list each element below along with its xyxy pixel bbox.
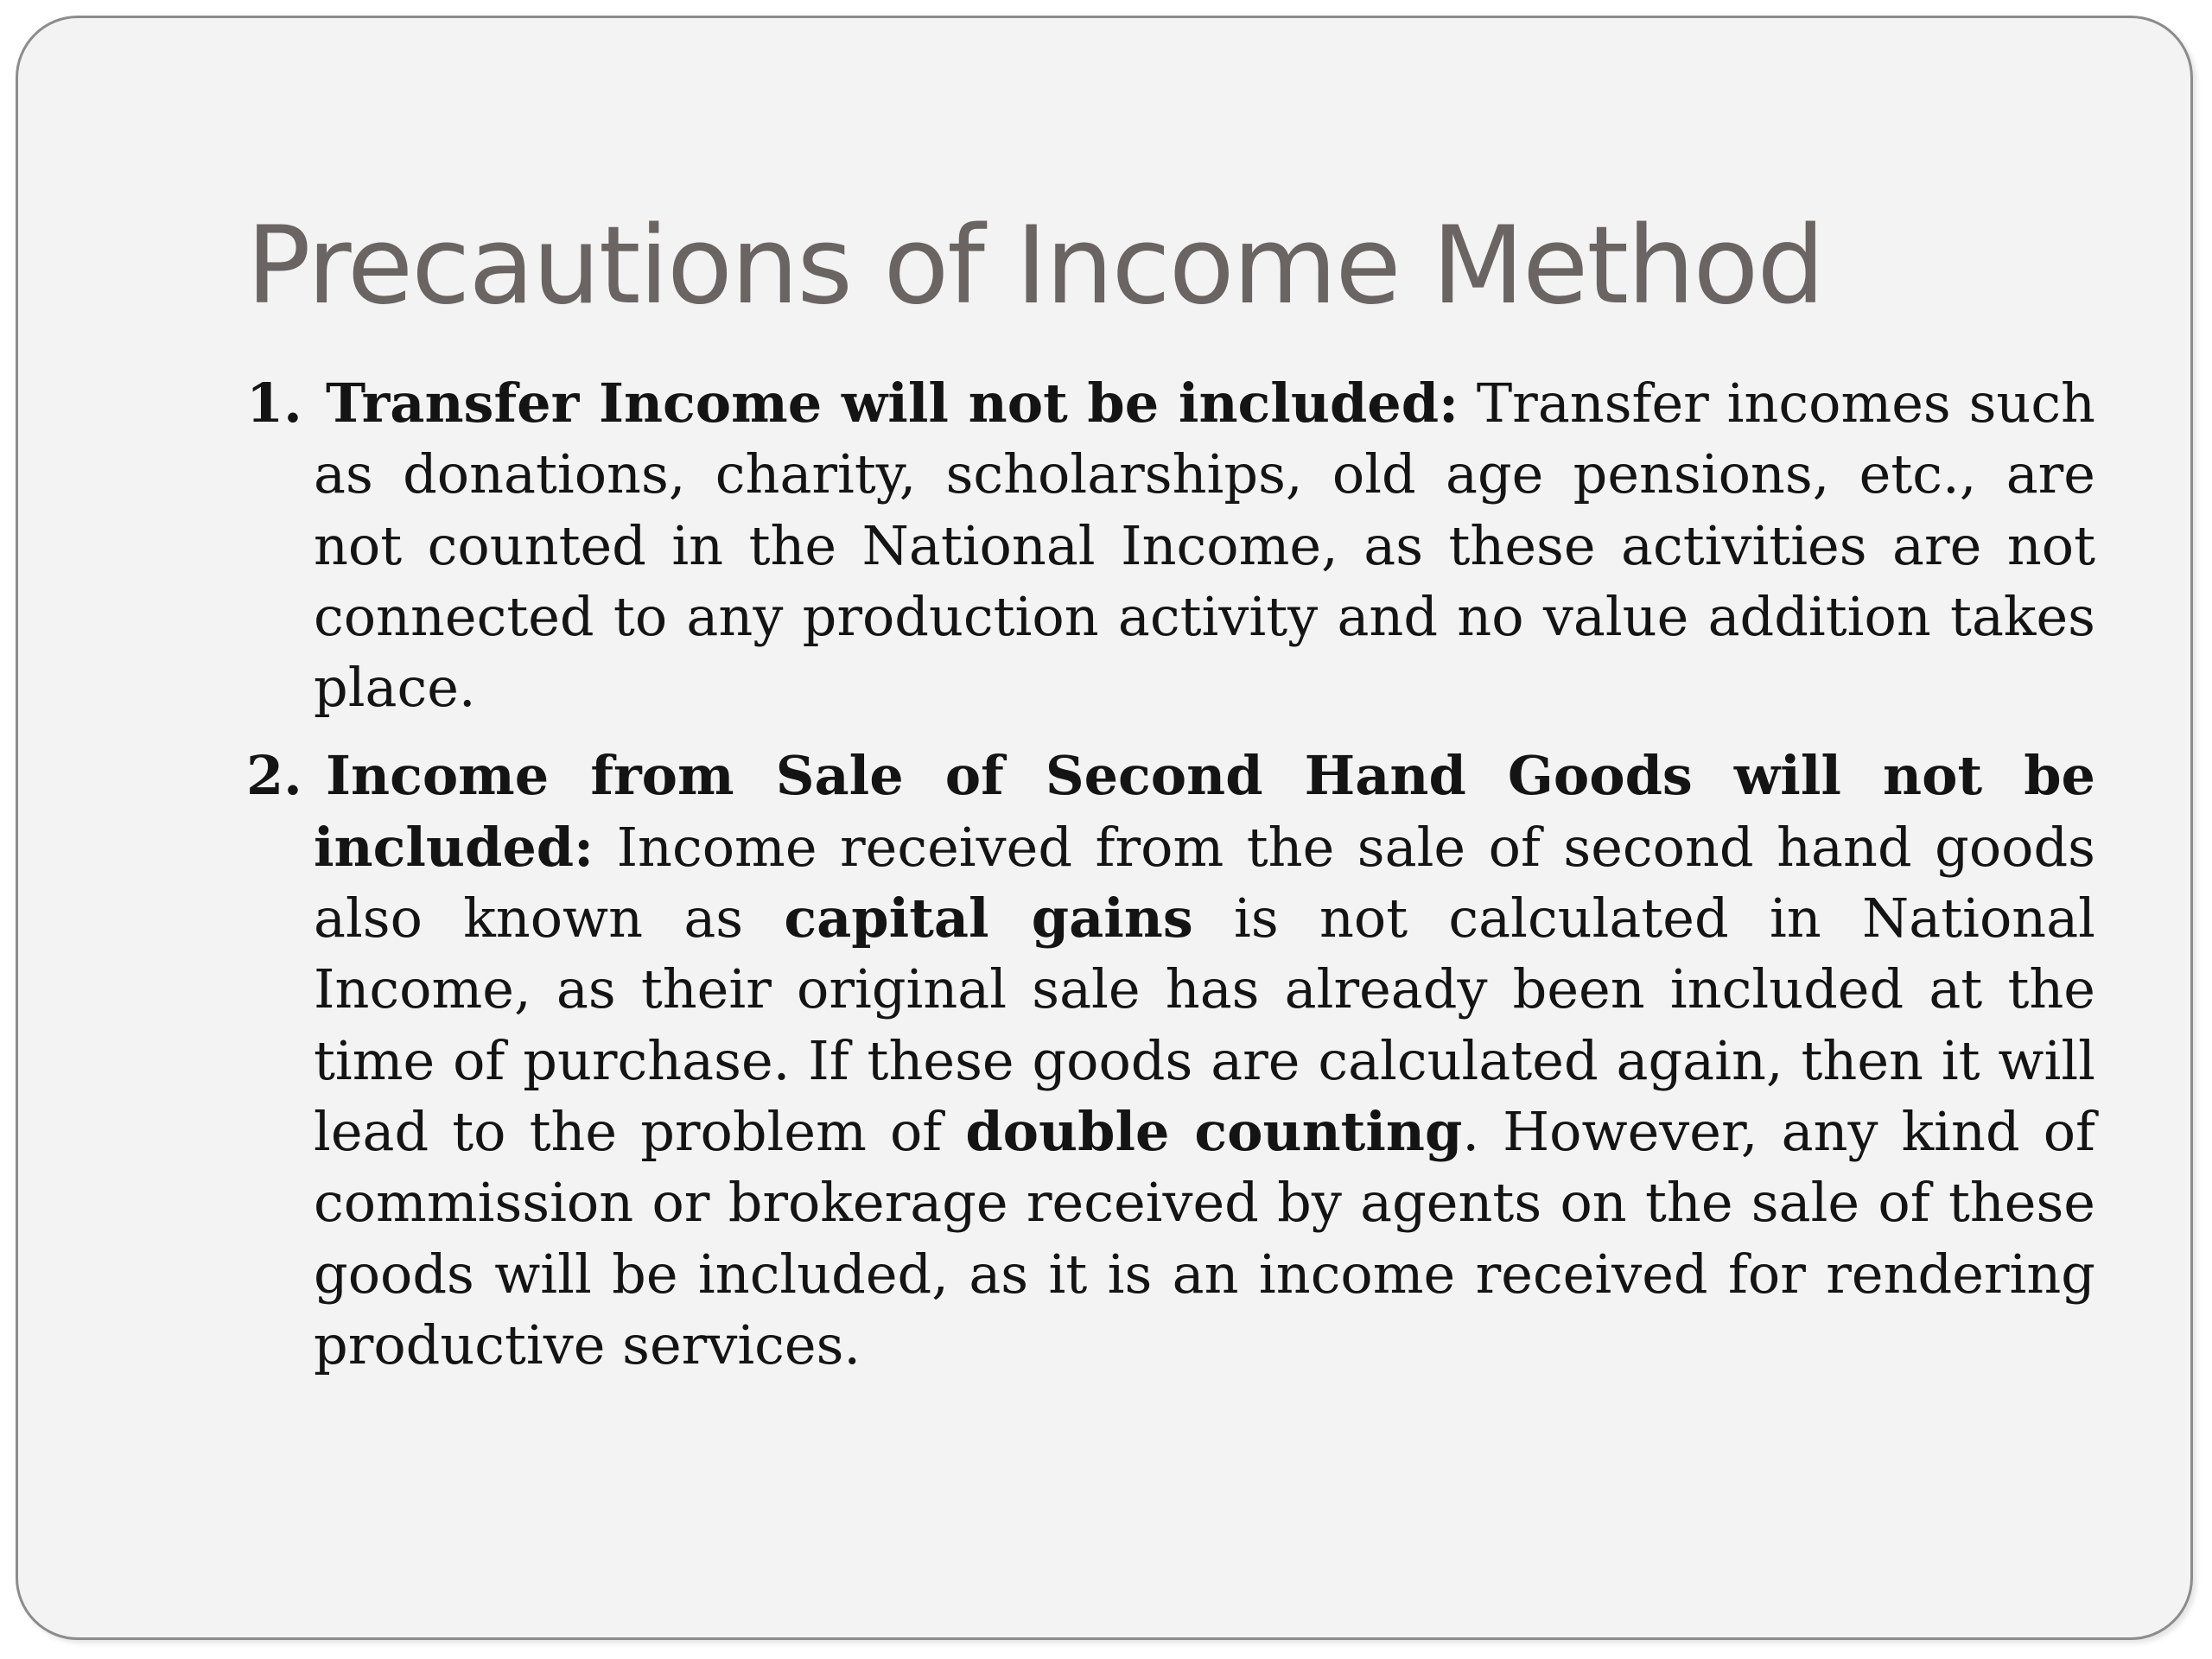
list-item-second-hand-goods bbox=[246, 741, 2095, 1381]
list-item-transfer-income bbox=[246, 368, 2095, 723]
term-capital-gains: capital gains bbox=[784, 887, 1193, 950]
item-number: 1. bbox=[246, 372, 302, 435]
slide bbox=[16, 16, 2193, 1640]
item-heading: Transfer Income will not be included: bbox=[326, 372, 1459, 435]
item-number: 2. bbox=[246, 744, 302, 808]
precautions-list bbox=[246, 368, 2095, 1398]
item-text: . However, any kind of commission or brokerage received by agents on the sale of these goods will be included, as it is an income received for rendering productive services. bbox=[314, 1099, 2095, 1376]
item-text: is not calculated in National Income, as their original sale has already been included at the time of purchase. If these goods are calculated again, then it will lead to the problem of bbox=[314, 887, 2095, 1163]
item-text: Income received from the sale of second hand goods also known as bbox=[314, 815, 2095, 950]
item-heading: Income from Sale of Second Hand Goods will not be included: bbox=[314, 744, 2095, 879]
term-double-counting: double counting bbox=[965, 1099, 1463, 1163]
slide-title: Precautions of Income Method bbox=[246, 204, 1824, 328]
item-text: Transfer incomes such as donations, charity, scholarships, old age pensions, etc., are not counted in the National Income, as these activities are not connected to any production activity and no value addition takes place. bbox=[314, 372, 2095, 720]
